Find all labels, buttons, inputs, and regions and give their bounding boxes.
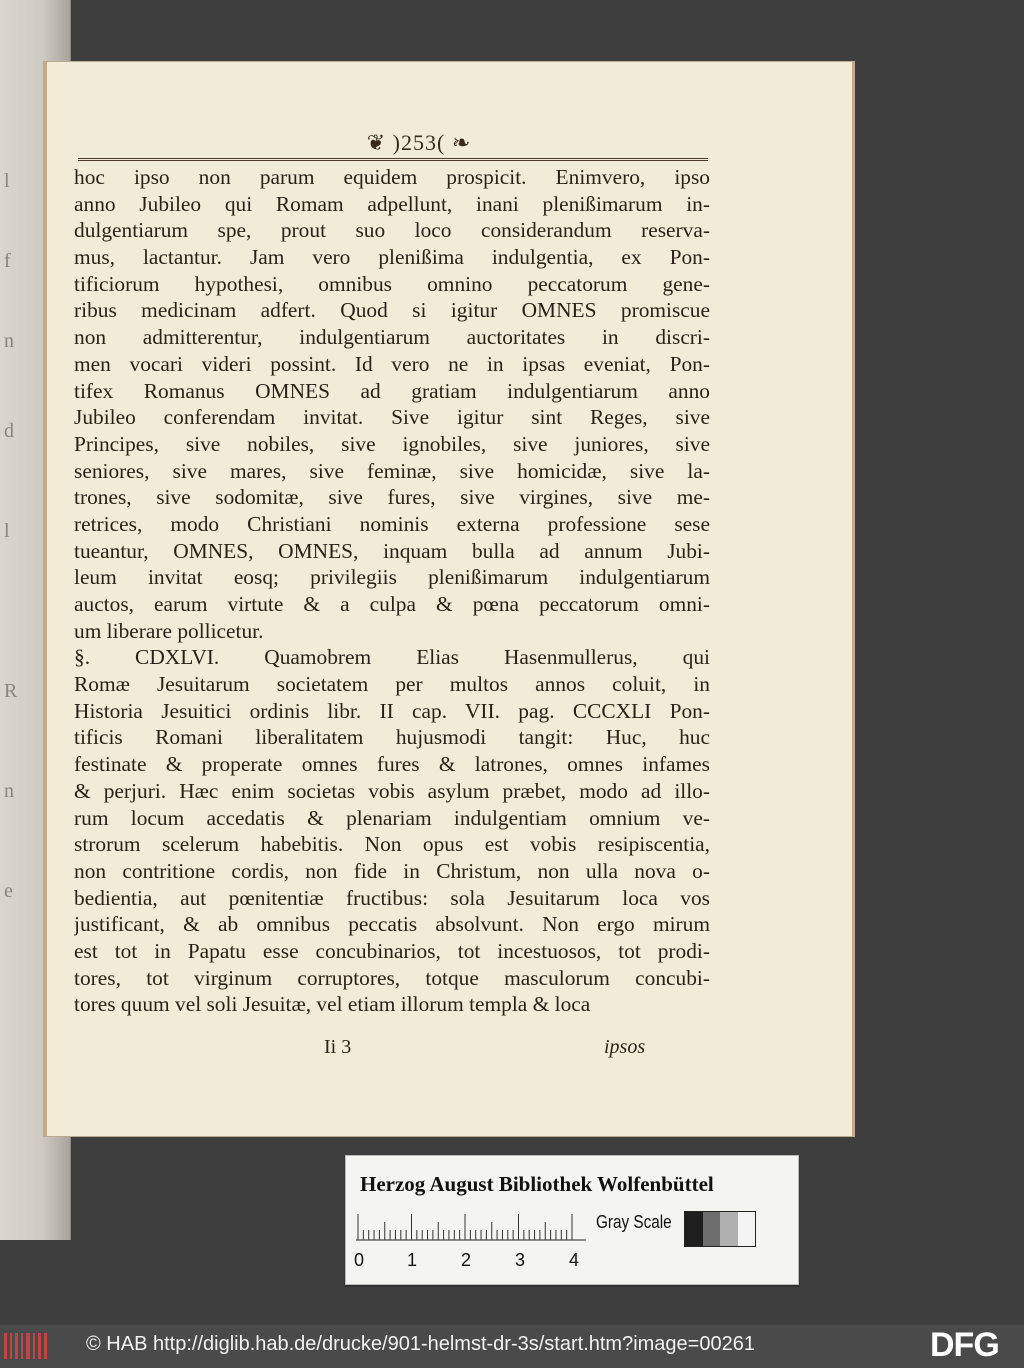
dfg-logo: DFG bbox=[930, 1326, 999, 1364]
text-line: Historia Jesuitici ordinis libr. II cap. VII. pag. CCCXLI Pon- bbox=[74, 698, 710, 723]
previous-page-edge: l f n d l R n e bbox=[0, 0, 71, 1240]
scale-number: 3 bbox=[515, 1250, 526, 1270]
catchword: ipsos bbox=[604, 1036, 646, 1058]
text-line: justificant, & ab omnibus peccatis absolvunt. Non ergo mirum bbox=[74, 912, 710, 937]
text-line: non contritione cordis, non fide in Christum, non ulla nova o- bbox=[74, 858, 710, 883]
text-line: retrices, modo Christiani nominis externa professione sese bbox=[74, 511, 710, 536]
text-line: men vocari videri possint. Id vero ne in ipsas eveniat, Pon- bbox=[74, 351, 710, 376]
text-line: rum locum accedatis & plenariam indulgentiam omnium ve- bbox=[74, 805, 710, 830]
header-ornament-right: ❧ bbox=[445, 130, 472, 155]
text-line: dulgentiarum spe, prout suo loco considerandum reserva- bbox=[74, 218, 710, 243]
text-line: tificis Romani liberalitatem hujusmodi tangit: Huc, huc bbox=[74, 725, 710, 750]
gray-swatch bbox=[738, 1212, 756, 1246]
text-line: §. CDXLVI. Quamobrem Elias Hasenmullerus, qui bbox=[74, 645, 710, 670]
gray-swatch bbox=[720, 1212, 738, 1246]
header-rule bbox=[78, 158, 708, 161]
text-line: tifex Romanus OMNES ad gratiam indulgentiarum anno bbox=[74, 378, 710, 403]
text-line: tores, tot virginum corruptores, totque masculorum concubi- bbox=[74, 965, 710, 990]
scale-number: 1 bbox=[407, 1250, 418, 1270]
gray-scale-swatches bbox=[684, 1211, 756, 1247]
text-line: bedientia, aut pœnitentiæ fructibus: sola Jesuitarum loca vos bbox=[74, 885, 710, 910]
header-ornament-left: ❦ bbox=[366, 130, 393, 155]
page-number-header bbox=[334, 130, 504, 156]
signature-mark: Ii 3 bbox=[324, 1036, 352, 1058]
text-line: & perjuri. Hæc enim societas vobis asylum præbet, modo ad illo- bbox=[74, 778, 710, 803]
text-line: tores quum vel soli Jesuitæ, vel etiam illorum templa & loca bbox=[74, 992, 591, 1017]
scale-number: 4 bbox=[569, 1250, 580, 1270]
text-line: non admitterentur, indulgentiarum auctoritates in discri- bbox=[74, 325, 710, 350]
page-number: )253( bbox=[392, 130, 446, 155]
text-line: trones, sive sodomitæ, sive fures, sive virgines, sive me- bbox=[74, 485, 710, 510]
text-line: Principes, sive nobiles, sive ignobiles, sive juniores, sive bbox=[74, 431, 710, 456]
text-line: tueantur, OMNES, OMNES, inquam bulla ad annum Jubi- bbox=[74, 538, 710, 563]
text-line: seniores, sive mares, sive feminæ, sive homicidæ, sive la- bbox=[74, 458, 710, 483]
text-line: hoc ipso non parum equidem prospicit. Enimvero, ipso bbox=[74, 165, 710, 189]
gray-swatch bbox=[685, 1212, 703, 1246]
text-line: anno Jubileo qui Romam adpellunt, inani plenißimarum in- bbox=[74, 191, 710, 216]
copyright-link[interactable]: © HAB http://diglib.hab.de/drucke/901-helmst-dr-3s/start.htm?image=00261 bbox=[86, 1333, 755, 1355]
library-name: Herzog August Bibliothek Wolfenbüttel bbox=[360, 1172, 714, 1196]
book-page bbox=[44, 62, 854, 1136]
scale-number: 2 bbox=[461, 1250, 472, 1270]
text-line: ribus medicinam adfert. Quod si igitur OMNES promiscue bbox=[74, 298, 710, 323]
text-line: um liberare pollicetur. bbox=[74, 618, 264, 643]
text-line: mus, lactantur. Jam vero plenißima indulgentia, ex Pon- bbox=[74, 245, 710, 270]
text-line: est tot in Papatu esse concubinarios, tot incestuosos, tot prodi- bbox=[74, 938, 710, 963]
text-line: Jubileo conferendam invitat. Sive igitur sint Reges, sive bbox=[74, 405, 710, 430]
scale-number: 0 bbox=[354, 1250, 365, 1270]
library-color-card bbox=[345, 1155, 799, 1285]
scale-ruler bbox=[356, 1210, 586, 1244]
gray-scale-label: Gray Scale bbox=[596, 1212, 672, 1232]
text-line: leum invitat eosq; privilegiis plenißimarum indulgentiarum bbox=[74, 565, 710, 590]
text-line: tificiorum hypothesi, omnibus omnino peccatorum gene- bbox=[74, 271, 710, 296]
text-line: auctos, earum virtute & a culpa & pœna peccatorum omni- bbox=[74, 592, 710, 616]
text-line: Romæ Jesuitarum societatem per multos annos coluit, in bbox=[74, 672, 710, 697]
page-text bbox=[74, 164, 710, 1018]
text-line: strorum scelerum habebitis. Non opus est vobis resipiscentia, bbox=[74, 832, 710, 857]
barcode-icon bbox=[4, 1331, 48, 1361]
gray-swatch bbox=[703, 1212, 721, 1246]
text-line: festinate & properate omnes fures & latrones, omnes infames bbox=[74, 752, 710, 777]
